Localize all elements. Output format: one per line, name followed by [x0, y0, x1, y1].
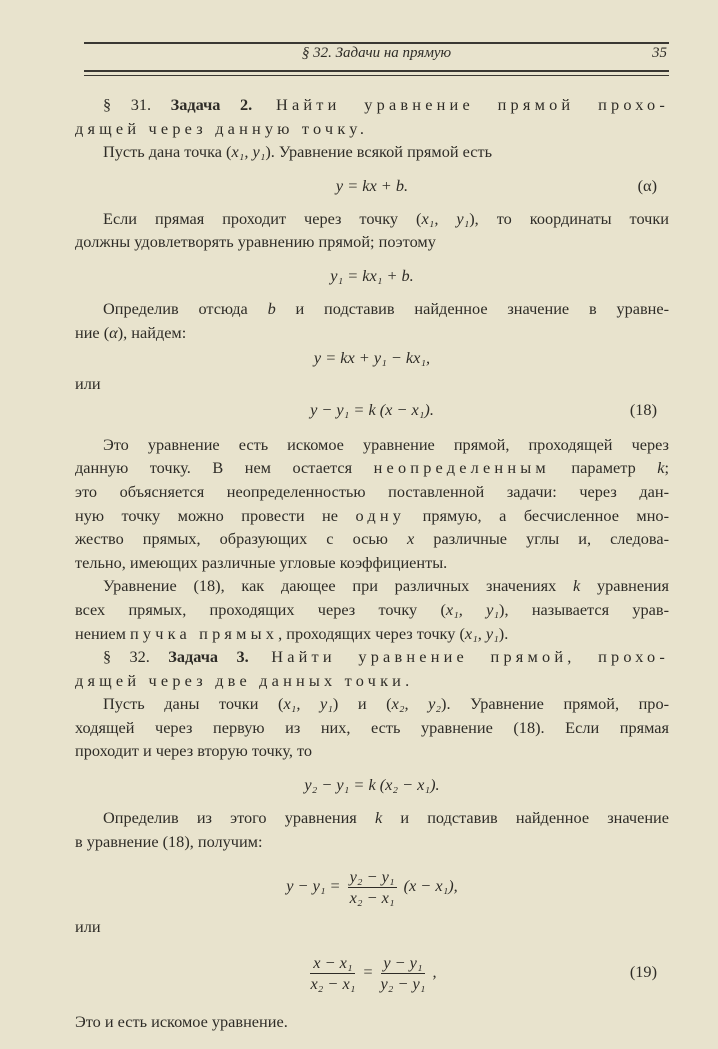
equation-text: y = kx + y₁ − kx₁,: [313, 348, 431, 368]
text-line: [75, 207, 669, 231]
text-run: Пусть дана точка (: [103, 142, 232, 162]
fraction-equation: [75, 861, 669, 911]
text-line: [75, 645, 669, 669]
text-run: ). Уравнение всякой прямой есть: [265, 142, 493, 162]
spaced-emphasis: дящей через две данных точки.: [75, 670, 414, 690]
text-run: должны удовлетворять уравнению прямой; поэтому: [75, 232, 436, 252]
text-line: [75, 321, 669, 345]
text-run: это объясняется неопределенностью поставленной задачи: через дан-: [75, 481, 669, 501]
equation-term: ,: [428, 961, 437, 981]
text-run: и подставив найденное значение: [382, 808, 669, 828]
fraction: [381, 953, 426, 994]
text-line: [75, 372, 669, 396]
text-run: , проходящих через точку (: [278, 623, 465, 643]
math-inline: k: [657, 458, 665, 478]
fraction-numerator: y − y₁: [381, 953, 426, 974]
text-line: [75, 297, 669, 321]
page-body: [75, 93, 669, 1033]
fraction-equation: [75, 947, 669, 997]
math-inline: k: [572, 576, 581, 596]
text-run: § 31.: [103, 95, 171, 114]
header-bottom-rule: [84, 70, 669, 72]
text-line: [75, 480, 669, 504]
text-run: нением: [75, 623, 130, 643]
text-run: ), то координаты точки: [469, 208, 669, 228]
fraction-denominator: x₂ − x₁: [310, 973, 356, 993]
equation: [75, 346, 669, 370]
text-run: ). Уравнение прямой, про-: [441, 694, 670, 714]
text-line: [75, 433, 669, 457]
fraction-denominator: y₂ − y₁: [380, 973, 426, 993]
math-inline: k: [374, 808, 383, 828]
text-run: тельно, имеющих различные угловые коэффициенты.: [75, 552, 448, 572]
text-line: [75, 739, 669, 763]
text-line: [75, 806, 669, 830]
text-run: в уравнение (18), получим:: [75, 831, 263, 851]
text-line: [75, 140, 669, 164]
text-line: [75, 692, 669, 716]
text-line: [75, 915, 669, 939]
text-line: [75, 830, 669, 854]
text-run: Это и есть искомое уравнение.: [75, 1011, 288, 1031]
text-line: [75, 230, 669, 254]
text-run: Если прямая проходит через точку (: [103, 208, 422, 228]
spaced-emphasis: Найти уравнение прямой прохо-: [252, 95, 669, 114]
equation-term: (x − x₁),: [399, 876, 458, 896]
text-run: проходит и через вторую точку, то: [75, 741, 313, 761]
text-run: Уравнение (18), как дающее при различных значениях: [103, 576, 573, 596]
text-line: [75, 93, 669, 117]
math-inline: x₁, y₁: [464, 623, 499, 643]
equation-number: (19): [629, 961, 657, 981]
equation: [75, 773, 669, 797]
equation-text: y₂ − y₁ = k (x₂ − x₁).: [304, 775, 440, 795]
text-line: [75, 598, 669, 622]
math-inline: x₁, y₁: [283, 694, 333, 714]
header-bottom-rule-2: [84, 75, 669, 76]
text-line: [75, 456, 669, 480]
text-run: данную точку. В нем остается: [75, 458, 374, 478]
equation-term: =: [358, 961, 378, 981]
text-run: прямую, а бесчисленное мно-: [405, 505, 669, 525]
equation-text: y − y₁ = k (x − x₁).: [310, 399, 434, 419]
fraction: [310, 953, 355, 994]
equation: [75, 398, 669, 422]
text-run: ную точку можно провести не: [75, 505, 356, 525]
math-inline: x: [407, 529, 415, 549]
math-inline: x₁, y₁: [231, 142, 266, 162]
text-run: жество прямых, образующих с осью: [75, 529, 408, 549]
equation-number: (α): [637, 175, 657, 195]
fraction-numerator: x − x₁: [310, 953, 355, 974]
text-run: § 32.: [103, 647, 169, 667]
text-line: [75, 504, 669, 528]
math-inline: b: [267, 298, 276, 318]
text-run: всех прямых, проходящих через точку (: [75, 599, 446, 619]
math-inline: x₂, y₂: [391, 694, 442, 714]
text-line: [75, 622, 669, 646]
bold-label: Задача 2.: [170, 95, 253, 114]
spaced-emphasis: одну: [355, 505, 406, 525]
text-run: ние (: [75, 322, 110, 342]
text-run: или: [75, 917, 101, 937]
spacer: [75, 1001, 669, 1010]
text-run: или: [75, 374, 101, 394]
text-line: [75, 669, 669, 693]
text-line: [75, 527, 669, 551]
text-run: Определив из этого уравнения: [103, 808, 375, 828]
spaced-emphasis: пучка прямых: [129, 623, 279, 643]
text-run: параметр: [549, 458, 658, 478]
text-run: различные углы и, следова-: [414, 529, 669, 549]
equation-text: y = kx + b.: [335, 175, 409, 195]
text-line: [75, 551, 669, 575]
bold-label: Задача 3.: [168, 647, 249, 667]
text-run: и подставив найденное значение в уравне-: [275, 298, 669, 318]
text-run: уравнения: [580, 576, 669, 596]
equation: [75, 264, 669, 288]
text-run: ходящей через первую из них, есть уравнение (18). Если прямая: [75, 717, 669, 737]
text-run: ), найдем:: [117, 322, 187, 342]
equation: [75, 174, 669, 198]
equation-text: y₁ = kx₁ + b.: [330, 265, 414, 285]
math-inline: x₁, y₁: [421, 208, 470, 228]
running-header: [84, 44, 669, 66]
text-run: Определив отсюда: [103, 298, 268, 318]
spaced-emphasis: неопределенным: [373, 458, 550, 478]
page-number: 35: [652, 45, 667, 61]
text-run: ), называется урав-: [499, 599, 670, 619]
text-line: [75, 1010, 669, 1034]
text-line: [75, 716, 669, 740]
spacer: [75, 424, 669, 433]
text-line: [75, 574, 669, 598]
fraction-denominator: x₂ − x₁: [349, 888, 395, 908]
text-run: ).: [498, 623, 509, 643]
text-line: [75, 117, 669, 141]
math-inline: α: [109, 322, 118, 342]
spaced-emphasis: дящей через данную точку.: [75, 118, 369, 138]
spaced-emphasis: Найти уравнение прямой, прохо-: [248, 647, 669, 667]
text-run: ) и (: [332, 694, 392, 714]
equation-number: (18): [629, 399, 657, 419]
fraction-numerator: y₂ − y₁: [349, 867, 395, 887]
math-inline: x₁, y₁: [445, 599, 500, 619]
equation-term: y − y₁ =: [286, 876, 345, 896]
text-run: ;: [664, 458, 669, 478]
text-run: Это уравнение есть искомое уравнение прямой, проходящей через: [103, 434, 669, 454]
running-header-title: § 32. Задачи на прямую: [301, 45, 452, 61]
text-run: Пусть даны точки (: [103, 694, 284, 714]
fraction: [348, 867, 397, 908]
